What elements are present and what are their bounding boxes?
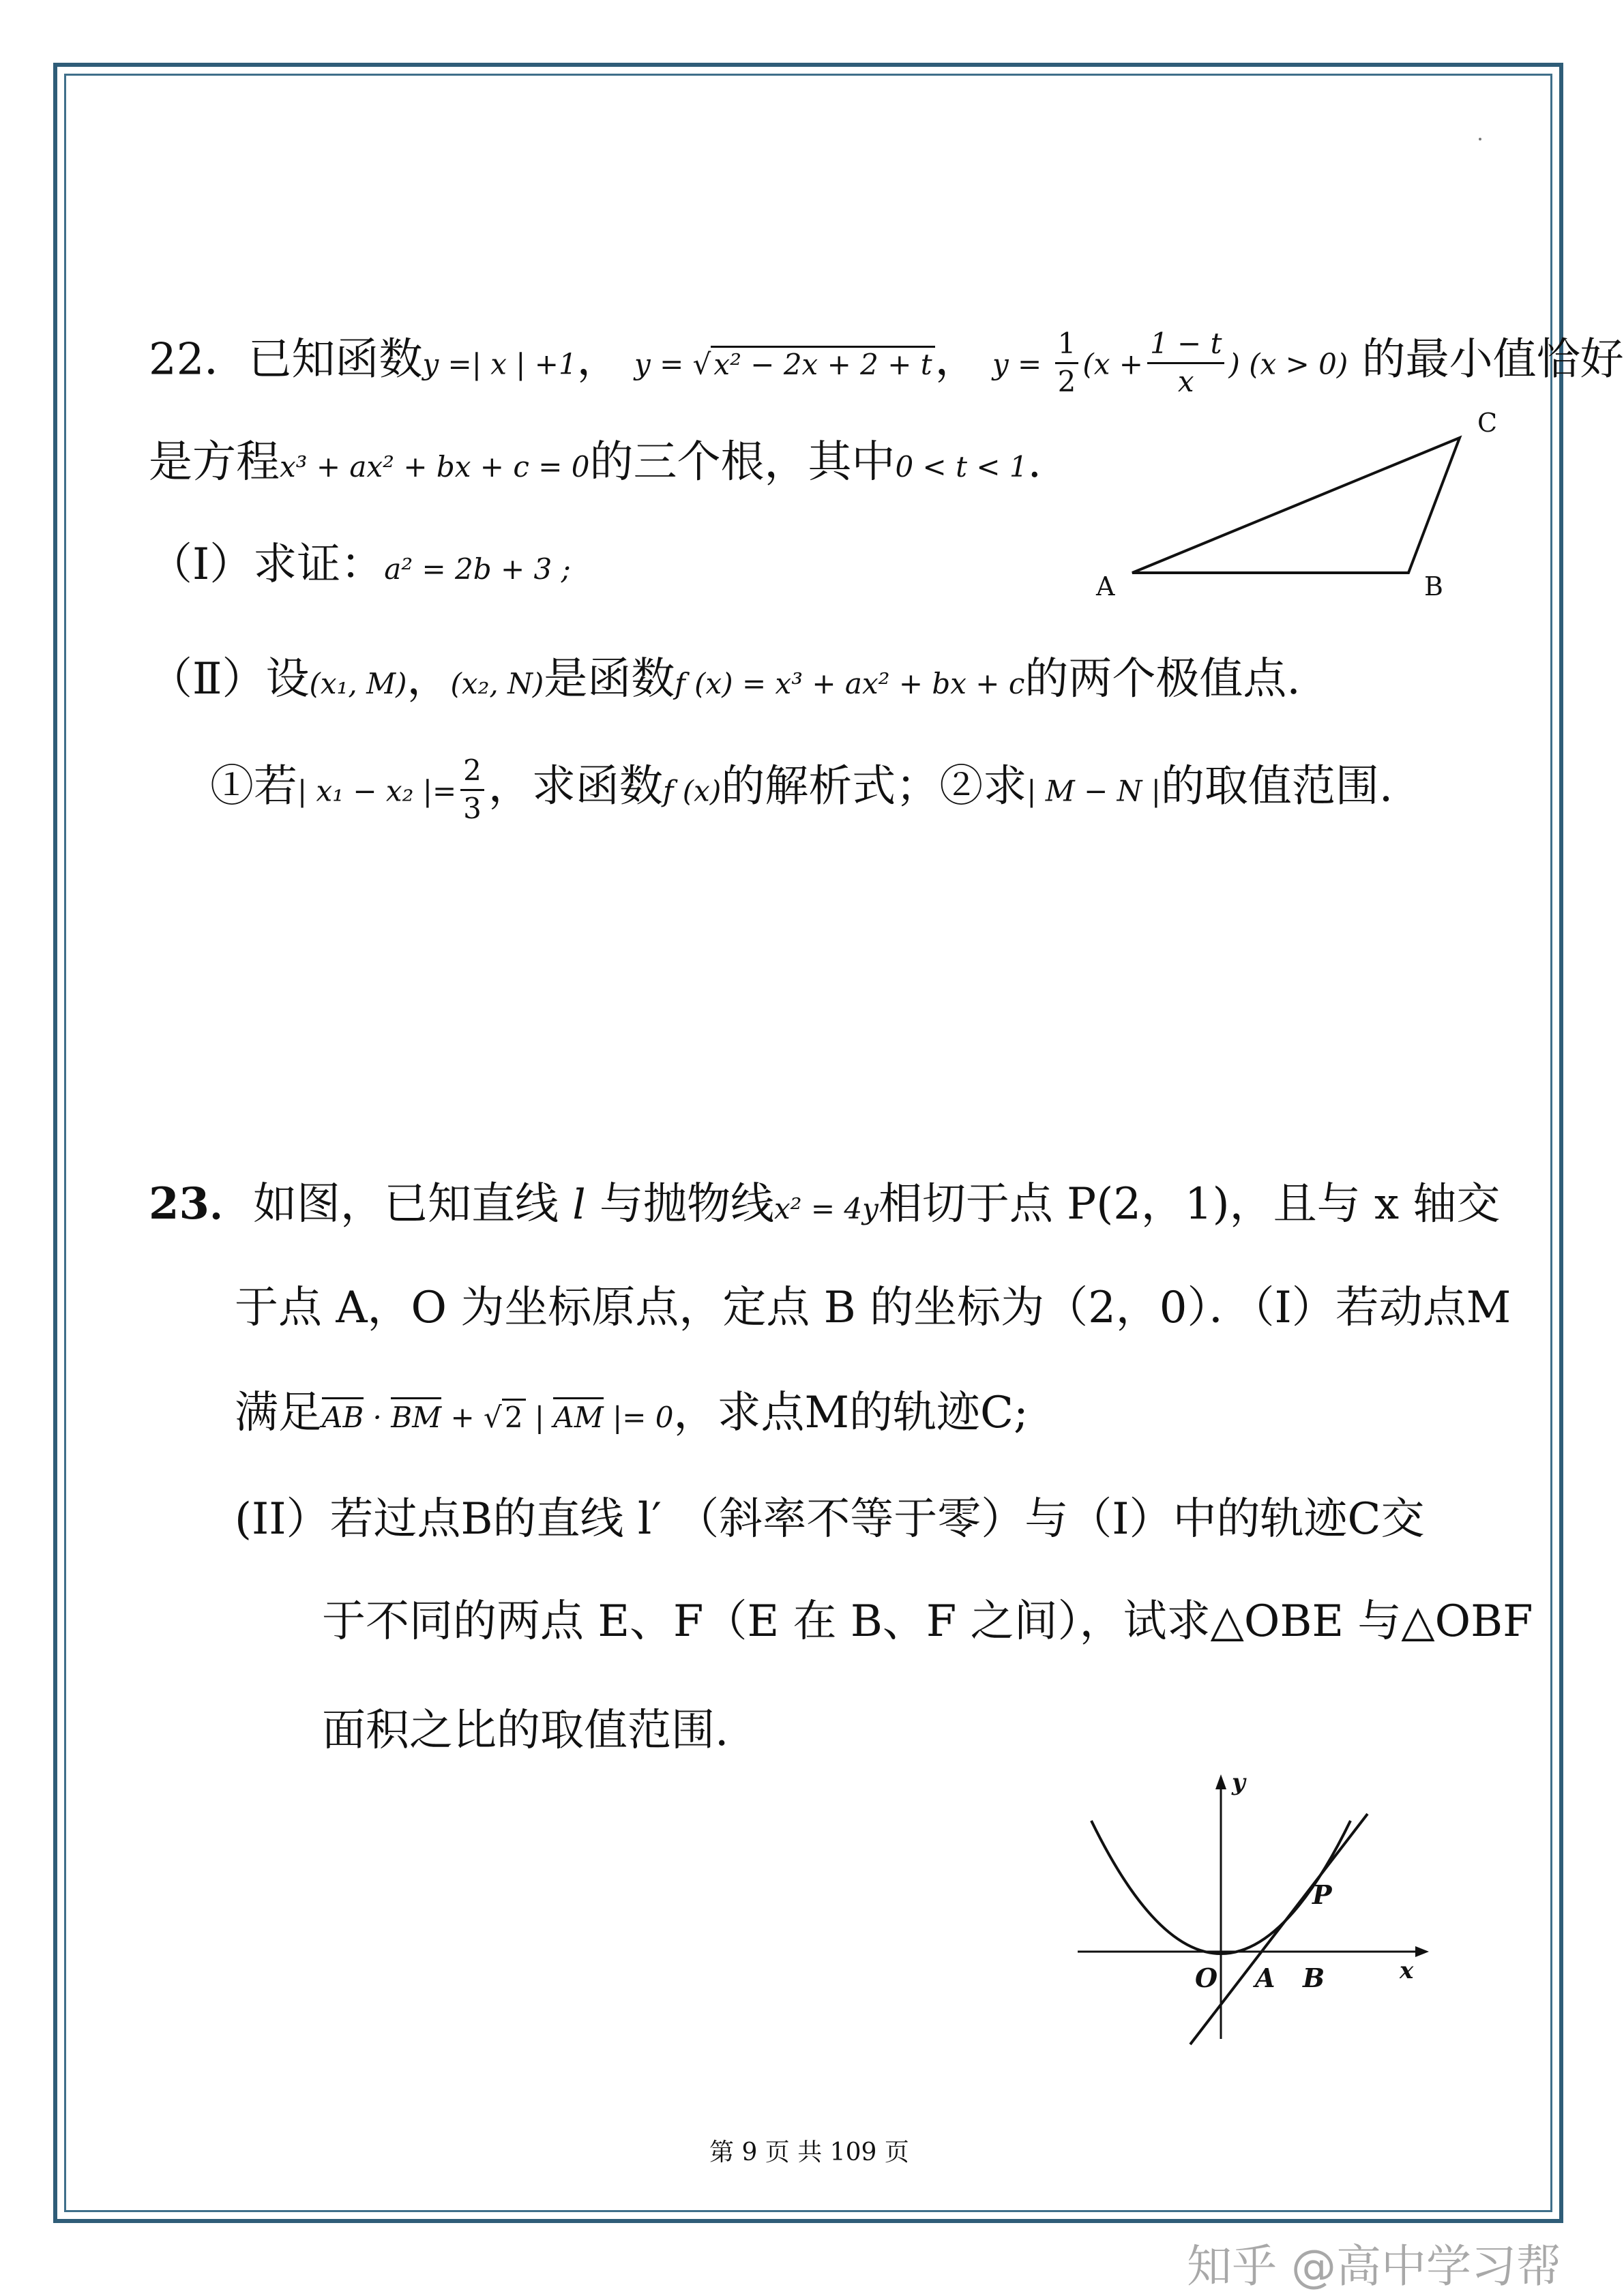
graph-label-o: O [1195,1963,1218,1993]
tangent-line [1190,1814,1368,2044]
graph-label-y: y [1232,1769,1245,1796]
vector-ab: AB [322,1397,364,1434]
q22-fx-def: f (x) = x³ + ax² + bx + c [675,667,1025,700]
graph-label-p: P [1312,1879,1332,1910]
q23-line-2: 于点 A，O 为坐标原点，定点 B 的坐标为（2，0）．（I）若动点M [235,1283,1511,1333]
q23-line-5: 于不同的两点 E、F（E 在 B、F 之间），试求△OBE 与△OBF [322,1596,1533,1647]
q22-line-1: 22．已知函数y =| x | +1， y = √x² − 2x + 2 + t， y = $\frac{1}{2}$ (x + $\frac{1 - t}{x}$ ) (x > 0) 的最小值恰好 [149,326,1624,400]
q23-line-1: 23．如图，已知直线 l 与抛物线x² = 4y相切于点 P(2，1)，且与 x 轴交 [149,1178,1501,1229]
watermark: 知乎 @高中学习帮 [1187,2240,1561,2293]
q23-line-4: (II）若过点B的直线 l′ （斜率不等于零）与（I）中的轨迹C交 [235,1494,1425,1545]
vector-bm: BM [391,1397,441,1434]
q22-func-1: y =| x | +1 [422,347,577,381]
q22-frac-half: $\frac{1}{2}$ [1055,326,1079,400]
parabola-graph [1064,1766,1446,2053]
q22-part-1: （Ⅰ）求证：a² = 2b + 3 ; [149,539,571,590]
x-axis-arrow [1415,1946,1429,1957]
q23-line-3: 满足AB · BM + √2 | AM |= 0，求点M的轨迹C; [235,1388,1029,1438]
graph-label-a: A [1255,1963,1275,1993]
y-axis-arrow [1215,1774,1226,1789]
triangle-label-b: B [1424,571,1443,601]
q22-frac-t: $\frac{1 - t}{x}$ [1147,326,1225,400]
q22-func-2-radicand: x² − 2x + 2 + t [711,346,934,381]
stray-dot [1479,138,1481,140]
graph-label-b: B [1303,1963,1325,1993]
q22-number: 22． [149,334,248,385]
q22-equation: x³ + ax² + bx + c = 0 [280,450,590,483]
triangle-abc [1132,438,1460,573]
q23-number: 23． [149,1178,254,1229]
triangle-label-a: A [1096,571,1115,601]
q22-line-2: 是方程x³ + ax² + bx + c = 0的三个根，其中0 < t < 1. [149,437,1042,488]
q22-subparts: ①若| x₁ − x₂ |= $\frac{2}{3}$ ，求函数f (x)的解析式；②求| M − N |的取值范围. [210,753,1393,826]
vector-am: AM [553,1397,603,1434]
page-footer: 第 9 页 共 109 页 [709,2138,909,2166]
graph-label-x: x [1400,1957,1414,1984]
q23-parabola-eq: x² = 4y [773,1192,879,1225]
triangle-diagram [1078,402,1514,607]
q23-line-6: 面积之比的取值范围. [322,1705,729,1756]
q22-frac-two-thirds: $\frac{2}{3}$ [460,753,484,826]
triangle-label-c: C [1477,408,1498,438]
q22-part-2: （Ⅱ）设(x₁, M)，(x₂, N)是函数f (x) = x³ + ax² + bx + c的两个极值点. [149,654,1301,704]
